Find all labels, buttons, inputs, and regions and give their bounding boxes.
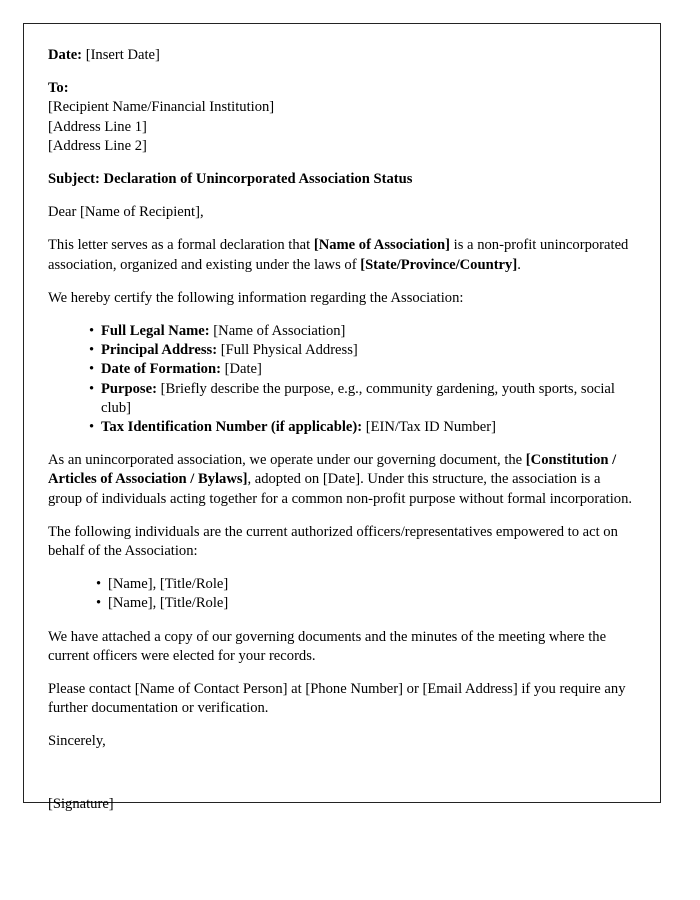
info-value: [Date] [220,361,262,378]
list-item: • [Name], [Title/Role] [96,575,636,594]
intro-part-1: This letter serves as a formal declaration that [48,237,314,254]
letter-page [23,23,661,812]
info-label: Principal Address: [101,342,218,359]
governing-part-2: , adopted on [Date]. Under this structure, the association is a group of individuals acting together for a common non-profit purpose without formal incorporation. [48,471,633,507]
intro-paragraph [48,236,636,274]
signature-placeholder: [Signature] [48,796,114,812]
date-line [48,46,636,65]
intro-part-3: . [517,256,521,273]
info-label: Purpose: [101,380,157,397]
attachments-paragraph: We have attached a copy of our governing documents and the minutes of the meeting where the current officers were elected for your records. [48,628,607,664]
recipient-address-line-1: [Address Line 1] [48,118,147,135]
governing-document-paragraph [48,451,636,509]
recipient-block [48,79,636,156]
officers-list [48,575,636,613]
closing-line: Sincerely, [48,733,106,750]
info-label: Tax Identification Number (if applicable): [101,419,363,436]
signature-placeholder-row [48,795,636,814]
date-value: [Insert Date] [85,47,160,63]
certify-line: We hereby certify the following information regarding the Association: [48,289,464,306]
association-info-list [48,322,636,437]
salutation: Dear [Name of Recipient], [48,204,204,221]
recipient-name: [Recipient Name/Financial Institution] [48,99,275,116]
letter-body [24,24,660,752]
info-value: [Name of Association] [209,323,346,340]
info-label: Full Legal Name: [101,323,210,340]
info-value: [Briefly describe the purpose, e.g., community gardening, youth sports, social club] [101,380,615,416]
list-item: • [Name], [Title/Role] [96,594,636,613]
list-item [89,360,636,379]
list-item [89,341,636,360]
intro-jurisdiction-placeholder: [State/Province/Country] [360,256,518,273]
list-item [89,380,636,418]
governing-document-placeholder: [Constitution / Articles of Association / Bylaws] [48,452,617,488]
date-label: Date: [48,47,83,63]
info-value: [EIN/Tax ID Number] [362,419,497,436]
info-value: [Full Physical Address] [217,342,358,359]
contact-paragraph: Please contact [Name of Contact Person] at [Phone Number] or [Email Address] if you require any further documentation or verification. [48,681,626,717]
info-label: Date of Formation: [101,361,221,378]
subject-line: Subject: Declaration of Unincorporated Association Status [48,171,413,188]
list-item [89,322,636,341]
intro-association-placeholder: [Name of Association] [313,237,451,254]
list-item [89,418,636,437]
governing-part-1: As an unincorporated association, we operate under our governing document, the [48,452,526,469]
spacer [48,156,636,170]
to-label: To: [48,80,69,97]
officers-intro-paragraph: The following individuals are the current authorized officers/representatives empowered to act on behalf of the Association: [48,523,618,560]
intro-part-2: is a non-profit unincorporated association, organized and existing under the laws of [48,237,629,273]
recipient-address-line-2: [Address Line 2] [48,137,147,154]
